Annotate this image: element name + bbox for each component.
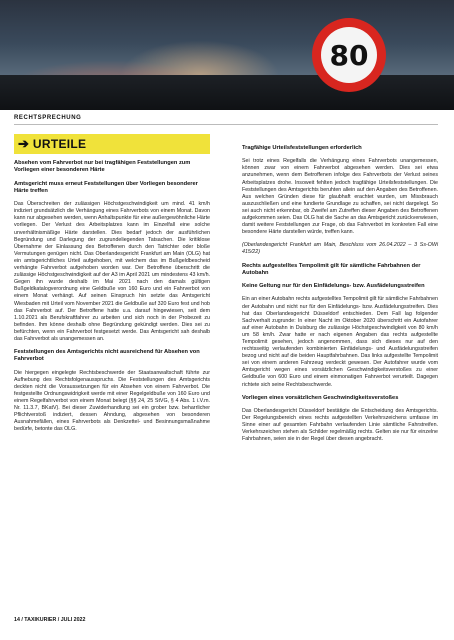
right-column xyxy=(242,145,438,449)
article-subheading: Keine Geltung nur für den Einfädelungs- bzw. Ausfädelungsstreifen xyxy=(242,283,425,290)
article-subheading: Amtsgericht muss erneut Feststellungen über Vorliegen besonderer Härte treffen xyxy=(14,180,198,194)
article-paragraph: Sei trotz eines Regelfalls die Verhängung eines Fahrverbots unangemessen, können zwar von einem Fahrverbot abgesehen werden. Dies sei etwa anzunehmen, wenn dem Betroffenen infolge des Fahrverbots der Verlust seines Arbeitsplatzes drohe. Insoweit fehlten jedoch tragfähige Urteilsfeststellungen. Die Feststellungen des Amtsgerichts beruhten allein auf den Angaben des Betroffenen. Aus welchen Gründen diese für glaubhaft erachtet wurden, um Missbrauch auszuschließen und eine fundierte Grundlage zu schaffen, sei nicht dargelegt. So sei auch nicht erkennbar, ob Zweifel am Zutreffen dieser Angaben des Betroffenen aufgekommen seien. Das OLG hat die Sache an das Amtsgericht zurückverwiesen, damit weitere Feststellungen zur Frage, ob das Fahrverbot im konkreten Fall eine besondere Härte darstellen würde, treffen kann. xyxy=(242,158,438,236)
speed-limit-value: 80 xyxy=(321,27,377,83)
article-subheading: Feststellungen des Amtsgerichts nicht ausreichend für Absehen von Fahrverbot xyxy=(14,349,200,363)
article-heading: Absehen vom Fahrverbot nur bei tragfähigen Feststellungen zum Vorliegen einer besonderen Härte xyxy=(14,160,191,174)
court-citation: (Oberlandesgericht Frankfurt am Main, Beschluss vom 26.04.2022 – 3 Ss-OWi 415/22) xyxy=(242,242,438,256)
arrow-right-icon: ➔ xyxy=(18,136,29,151)
section-label: RECHTSPRECHUNG xyxy=(14,115,82,121)
road xyxy=(0,75,454,110)
urteile-banner xyxy=(14,134,210,154)
speed-limit-sign-icon xyxy=(312,18,386,92)
article-paragraph: Ein an einer Autobahn rechts aufgestelltes Tempolimit gilt für sämtliche Fahrbahnen der Autobahn und nicht nur für den Einfädelungs- bzw. Ausfädelungsstreifen. Dies hat das Oberlandesgericht Düsseldorf entschieden. Dem Fall lag folgender Sachverhalt zugrunde: In einer Nacht im Oktober 2020 überschritt ein Autofahrer auf einer Autobahn in Duisburg die zulässige Höchstgeschwindigkeit von 80 km/h um 58 km/h. Zwar hatte er nach eigenen Angaben das rechts aufgestellte Tempolimit gesehen, jedoch angenommen, dass sich dieses nur auf den rechtsseitig verlaufenden kombinierten Einfädelungs- und Ausfädelungsstreifen bezog und nicht auf die beiden Hauptfahrbahnen. Das links aufgestellte Tempolimit sei von einem anderen Fahrzeug verdeckt gewesen. Der Autofahrer wurde vom Amtsgericht wegen eines vorsätzlichen Geschwindigkeitsverstoßes zu einer Geldbuße von 600 Euro und einem einmonatigen Fahrverbot verurteilt. Dagegen richtete sich seine Rechtsbeschwerde. xyxy=(242,296,438,388)
article-subheading: Tragfähige Urteilsfeststellungen erforderlich xyxy=(242,145,362,151)
article-subheading: Vorliegen eines vorsätzlichen Geschwindigkeitsverstoßes xyxy=(242,394,399,401)
page-footer: 14 / TAXIKURIER / JULI 2022 xyxy=(14,617,86,623)
article-paragraph: Die hiergegen eingelegte Rechtsbeschwerde der Staatsanwaltschaft führte zur Aufhebung des Rechtsfolgenausspruchs. Die Feststellungen des Amtsgerichts deckten nicht die Voraussetzungen für ein Absehen von einem Fahrverbot. Die festgestellte Ordnungswidrigkeit werde mit einer Regelgeldbuße von 160 Euro und einem Regelfahrverbot von einem Monat belegt (§§ 24, 25 StVG, § 4 Abs. 1 i.V.m. Nr. 11.3.7, BKatV). Bei dieser Zuwiderhandlung sei ein grober bzw. beharrlicher Pflichtverstoß indiziert, dessen Ahndung, abgesehen von besonderen Ausnahmefällen, eines Fahrverbots als Denkzettel- und Besinnungsmaßnahme bedürfe, betonte das OLG. xyxy=(14,369,210,433)
article-heading: Rechts aufgestelltes Tempolimit gilt für sämtliche Fahrbahnen der Autobahn xyxy=(242,262,421,276)
banner-title: URTEILE xyxy=(32,137,87,151)
article-paragraph: Das Überschreiten der zulässigen Höchstgeschwindigkeit um mind. 41 km/h indiziert grundsätzlich die Verhängung eines Fahrverbots von einem Monat. Davon kann nur abgesehen werden, wenn Anhaltspunkte für eine außergewöhnliche Härte vorliegen. Der Verlust des Arbeitsplatzes kann im Einzelfall eine solche unverhältnismäßige Härte darstellen. Dies bedarf jedoch der ausführlichen Begründung und Darlegung der zugrundeliegenden Tatsachen. Die kritiklose Übernahme der Einlassung des Betroffenen durch den Tatrichter oder bloße Vermutungen genügen nicht. Das Oberlandesgericht Frankfurt am Main (OLG) hat ein amtsgerichtliches Urteil aufgehoben, mit welchem das im Bußgeldbescheid verhängte Fahrverbot aufgehoben worden war. Der Betroffene überschritt die zulässige Höchstgeschwindigkeit auf der A3 im April 2021 um mindestens 43 km/h. Gegen ihn wurde deshalb im Mai 2021 nach den damals gültigen Bußgeldkatalogverordnung eine Geldbuße von 160 Euro und ein Fahrverbot von einem Monat verhängt. Auf seinen Einspruch hin setzte das Amtsgericht Wiesbaden mit Urteil vom November 2021 die Geldbuße auf 320 Euro fest und hob das Fahrverbot auf. Der Betroffene hatte u.a. darauf hingewiesen, seit dem 1.10.2021 als Berufskraftfahrer zu arbeiten und sich noch in der Probezeit zu befinden. Ihm könne deshalb ohne Begründung gekündigt werden. Dies sei zu befürchten, wenn ein Fahrverbot festgesetzt werde. Das Amtsgericht sah deshalb das Fahrverbot als unangemessen an. xyxy=(14,201,210,342)
article-paragraph: Das Oberlandesgericht Düsseldorf bestätigte die Entscheidung des Amtsgerichts. Der Regelungsbereich eines rechts aufgestellten Verkehrszeichens umfasse im Sinne einer auf gesamten Fahrbahn verlaufenden Linie sämtliche Fahrstreifen. Verkehrszeichen stehen als Schilder regelmäßig rechts. Gelten sie nur für einzelne Fahrbahnen, seien sie in der Regel über diesen angebracht. xyxy=(242,407,438,443)
hero-photo xyxy=(0,0,454,110)
divider xyxy=(14,124,438,125)
left-column xyxy=(14,160,210,440)
